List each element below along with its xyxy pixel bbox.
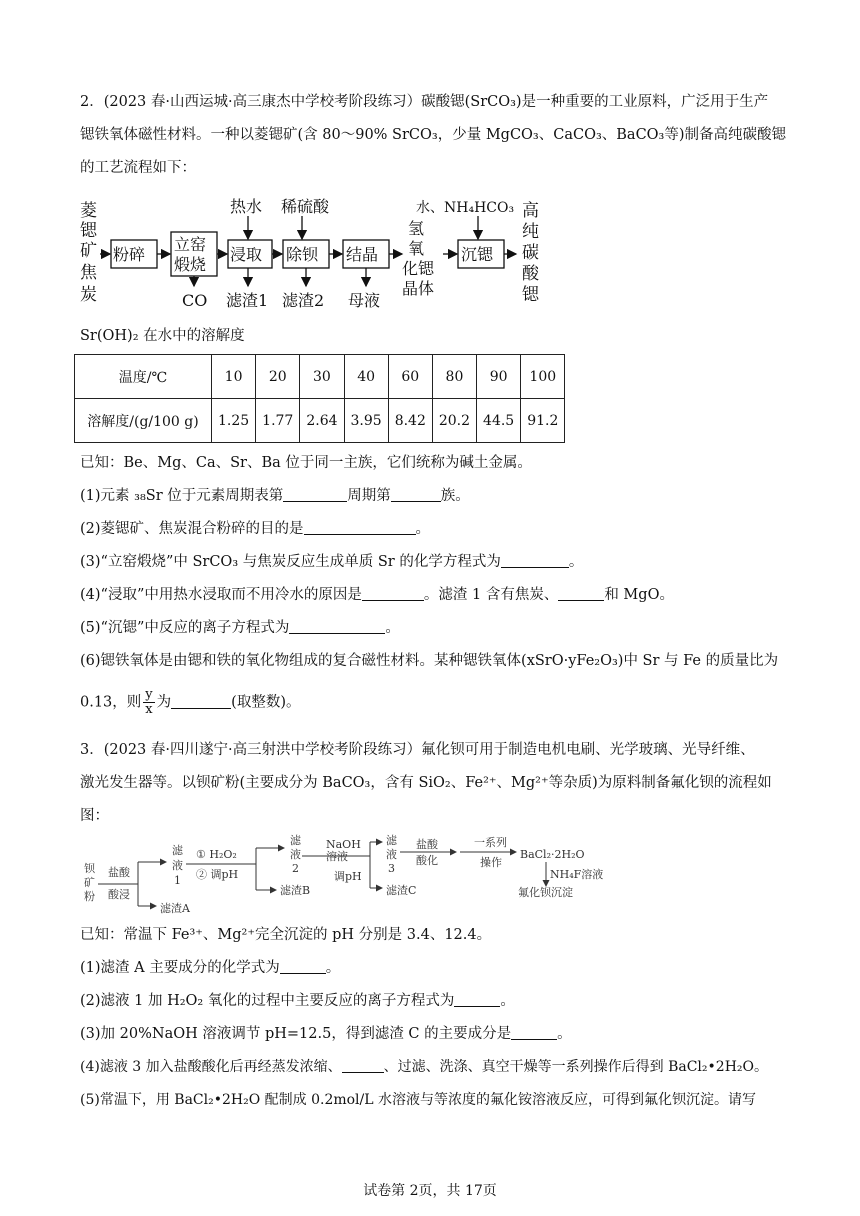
answer-blank[interactable] — [289, 619, 385, 634]
answer-blank[interactable] — [304, 520, 416, 535]
answer-blank[interactable] — [283, 487, 347, 502]
q3-flow-f1-a: 滤 — [172, 844, 183, 857]
table-cell: 100 — [521, 355, 565, 399]
q3-flow-adjph: 调pH — [334, 870, 362, 883]
q3-flow-resA: 滤渣A — [160, 902, 190, 915]
q2-sub3-text-a: (3)“立窑煅烧”中 SrCO₃ 与焦炭反应生成单质 Sr 的化学方程式为 — [80, 554, 501, 570]
q3-sub4-text-b: 、过滤、洗涤、真空干燥等一系列操作后得到 BaCl₂•2H₂O。 — [383, 1059, 768, 1075]
q3-known: 已知：常温下 Fe³⁺、Mg²⁺完全沉淀的 pH 分别是 3.4、12.4。 — [80, 927, 492, 943]
q2-sub6-text-b: 0.13，则 — [80, 694, 142, 711]
q2-line1: 2．(2023 春·山西运城·高三康杰中学校考阶段练习）碳酸锶(SrCO₃)是一种重要的工业原料，广泛用于生产 — [80, 94, 769, 110]
flow-in-1: 菱 — [80, 201, 97, 221]
q2-sub4-text-b: 。滤渣 1 含有焦炭、 — [423, 587, 559, 603]
q2-sub3 — [80, 552, 583, 572]
flow-in-4: 焦 — [80, 263, 97, 283]
answer-blank[interactable] — [171, 694, 231, 709]
flow-out-5: 锶 — [522, 285, 539, 305]
q3-flow-f1-c: 1 — [174, 874, 181, 887]
flow-bot-residue1: 滤渣1 — [226, 291, 269, 310]
q2-sub6-line1: (6)锶铁氧体是由锶和铁的氧化物组成的复合磁性材料。某种锶铁氧体(xSrO·yFe₂O₃)中 Sr 与 Fe 的质量比为 — [80, 653, 779, 669]
q3-flow-hcl2: 酸化 — [416, 854, 438, 867]
answer-blank[interactable] — [501, 553, 569, 568]
q3-sub3-text-a: (3)加 20%NaOH 溶液调节 pH=12.5，得到滤渣 C 的主要成分是 — [80, 1026, 512, 1042]
flow-out-3: 碳 — [522, 243, 539, 263]
q3-flow-naoh1: NaOH — [326, 838, 361, 851]
table-cell: 44.5 — [477, 399, 521, 443]
flow-box-crystallize: 结晶 — [346, 245, 379, 264]
q3-flow-start-2: 矿 — [84, 876, 95, 889]
flow-mid-c: 化锶 — [402, 259, 435, 278]
flow-out-4: 酸 — [522, 264, 539, 284]
q3-flow-naoh2: 溶液 — [326, 850, 348, 863]
flow-mid-b: 氧 — [408, 239, 425, 258]
flow-box-leach: 浸取 — [230, 245, 263, 264]
q3-sub2 — [80, 991, 515, 1011]
q2-sub1-text-b: 周期第 — [347, 488, 391, 504]
table-cell: 10 — [212, 355, 256, 399]
q2-known: 已知：Be、Mg、Ca、Sr、Ba 位于同一主族，它们统称为碱土金属。 — [80, 455, 532, 471]
q3-flow-start-3: 粉 — [84, 890, 95, 903]
q2-sub1-text-a: (1)元素 ₃₈Sr 位于元素周期表第 — [80, 488, 284, 504]
answer-blank[interactable] — [391, 487, 441, 502]
fraction-denominator: x — [145, 702, 153, 717]
q3-sub3-text-b: 。 — [557, 1026, 572, 1042]
q2-flow-diagram — [76, 192, 556, 312]
flow-box-kiln-a: 立窑 — [174, 235, 207, 254]
q3-flow-ops1: 一系列 — [474, 836, 507, 849]
flow-out-2: 纯 — [522, 222, 539, 242]
answer-blank[interactable] — [558, 586, 604, 601]
q2-sub2-text-a: (2)菱锶矿、焦炭混合粉碎的目的是 — [80, 521, 304, 537]
answer-blank[interactable] — [280, 959, 326, 974]
q3-flow-final: 氟化钡沉淀 — [518, 886, 573, 899]
q2-sub6-text-d: (取整数)。 — [231, 694, 301, 711]
q3-flow-f1-b: 液 — [172, 859, 183, 872]
q3-flow-f2-c: 2 — [292, 862, 299, 875]
q2-sub2 — [80, 519, 430, 539]
table-cell: 20 — [256, 355, 300, 399]
flow-in-3: 矿 — [80, 241, 97, 261]
flow-box-kiln-b: 煅烧 — [174, 255, 207, 274]
q3-flow-diagram — [80, 832, 640, 922]
q2-sub6-line2 — [80, 688, 300, 717]
q3-flow-f3-b: 液 — [386, 848, 397, 861]
q3-flow-f3-a: 滤 — [386, 834, 397, 847]
answer-blank[interactable] — [511, 1025, 557, 1040]
q3-flow-resC: 滤渣C — [386, 884, 417, 897]
flow-in-2: 锶 — [80, 221, 97, 241]
flow-box-debarium: 除钡 — [286, 245, 319, 264]
fraction-numerator: y — [145, 687, 153, 702]
q2-sub1 — [80, 486, 470, 506]
flow-box-precipitate: 沉锶 — [461, 245, 494, 264]
q2-sub5-text-a: (5)“沉锶”中反应的离子方程式为 — [80, 620, 290, 636]
q3-sub1-text-b: 。 — [325, 960, 341, 976]
q2-sub3-text-b: 。 — [568, 554, 584, 570]
q3-sub5: (5)常温下，用 BaCl₂•2H₂O 配制成 0.2mol/L 水溶液与等浓度的氟化铵溶液反应，可得到氟化钡沉淀。请写 — [80, 1092, 756, 1108]
flow-bot-residue2: 滤渣2 — [282, 291, 325, 310]
flow-top-acid: 稀硫酸 — [281, 197, 330, 216]
q3-sub4-text-a: (4)滤液 3 加入盐酸酸化后再经蒸发浓缩、 — [80, 1059, 342, 1075]
q3-flow-step2: ② 调pH — [196, 868, 239, 881]
q2-line2: 锶铁氧体磁性材料。一种以菱锶矿(含 80～90% SrCO₃，少量 MgCO₃、CaCO₃、BaCO₃等)制备高纯碳酸锶 — [80, 127, 787, 143]
q3-flow-f3-c: 3 — [388, 862, 395, 875]
flow-mid-a: 氢 — [408, 219, 425, 238]
table-cell: 8.42 — [388, 399, 432, 443]
flow-bot-mother-liquor: 母液 — [348, 291, 381, 310]
table-caption: Sr(OH)₂ 在水中的溶解度 — [80, 328, 245, 344]
q3-flow-acid-bot: 酸浸 — [108, 888, 130, 901]
q2-sub4-text-a: (4)“浸取”中用热水浸取而不用冷水的原因是 — [80, 587, 362, 603]
q3-line1: 3．(2023 春·四川遂宁·高三射洪中学校考阶段练习）氟化钡可用于制造电机电刷、光学玻璃、光导纤维、 — [80, 742, 755, 758]
q3-line3: 图： — [80, 808, 109, 824]
q3-line2: 激光发生器等。以钡矿粉(主要成分为 BaCO₃，含有 SiO₂、Fe²⁺、Mg²⁺等杂质)为原料制备氟化钡的流程如 — [80, 775, 772, 791]
q3-sub2-text-a: (2)滤液 1 加 H₂O₂ 氧化的过程中主要反应的离子方程式为 — [80, 993, 455, 1009]
table-row — [75, 399, 565, 443]
table-cell: 30 — [300, 355, 344, 399]
table-cell: 91.2 — [521, 399, 565, 443]
q3-flow-acid-top: 盐酸 — [108, 866, 130, 879]
table-cell: 3.95 — [344, 399, 388, 443]
solubility-table — [74, 354, 565, 443]
q3-flow-product: BaCl₂·2H₂O — [520, 848, 585, 861]
q2-sub5 — [80, 618, 400, 638]
answer-blank[interactable] — [454, 992, 500, 1007]
flow-in-5: 炭 — [80, 285, 97, 305]
q2-sub5-text-b: 。 — [385, 620, 400, 636]
q3-flow-nh4f: NH₄F溶液 — [550, 868, 604, 881]
q3-flow-step1: ① H₂O₂ — [196, 848, 237, 861]
q2-sub6-text-c: 为 — [156, 694, 172, 711]
answer-blank[interactable] — [362, 586, 424, 601]
flow-top-hotwater: 热水 — [230, 197, 263, 216]
flow-mid-d: 晶体 — [402, 279, 435, 298]
table-cell: 20.2 — [432, 399, 476, 443]
page-footer: 试卷第 2页，共 17页 — [363, 1183, 497, 1199]
table-cell: 40 — [344, 355, 388, 399]
table-cell: 1.25 — [212, 399, 256, 443]
q3-flow-f2-b: 液 — [290, 848, 301, 861]
q3-flow-resB: 滤渣B — [280, 884, 311, 897]
q2-sub1-text-c: 族。 — [440, 488, 470, 504]
table-cell: 2.64 — [300, 399, 344, 443]
table-cell: 60 — [388, 355, 432, 399]
answer-blank[interactable] — [342, 1058, 384, 1073]
q2-sub2-text-b: 。 — [415, 521, 431, 537]
table-cell: 1.77 — [256, 399, 300, 443]
q3-sub4 — [80, 1057, 768, 1077]
table-row — [75, 355, 565, 399]
flow-box-crush: 粉碎 — [113, 245, 146, 264]
q2-sub4 — [80, 585, 674, 605]
table-cell: 温度/℃ — [75, 355, 212, 399]
q3-sub3 — [80, 1024, 572, 1044]
q3-flow-start-1: 钡 — [84, 862, 95, 875]
q3-sub1 — [80, 958, 340, 978]
q2-line3: 的工艺流程如下： — [80, 160, 196, 176]
q3-flow-f2-a: 滤 — [290, 834, 301, 847]
fraction-y-over-x — [143, 688, 154, 717]
table-cell: 80 — [432, 355, 476, 399]
q3-flow-hcl1: 盐酸 — [416, 838, 438, 851]
q3-sub2-text-b: 。 — [500, 993, 515, 1009]
q3-sub1-text-a: (1)滤渣 A 主要成分的化学式为 — [80, 960, 280, 976]
table-cell: 90 — [477, 355, 521, 399]
flow-top-water-nh4hco3: 水、NH₄HCO₃ — [416, 200, 515, 216]
flow-bot-co: CO — [182, 291, 208, 310]
flow-out-1: 高 — [522, 201, 539, 221]
table-cell: 溶解度/(g/100 g) — [75, 399, 212, 443]
q2-sub4-text-c: 和 MgO。 — [604, 587, 674, 603]
q3-flow-ops2: 操作 — [480, 856, 502, 869]
